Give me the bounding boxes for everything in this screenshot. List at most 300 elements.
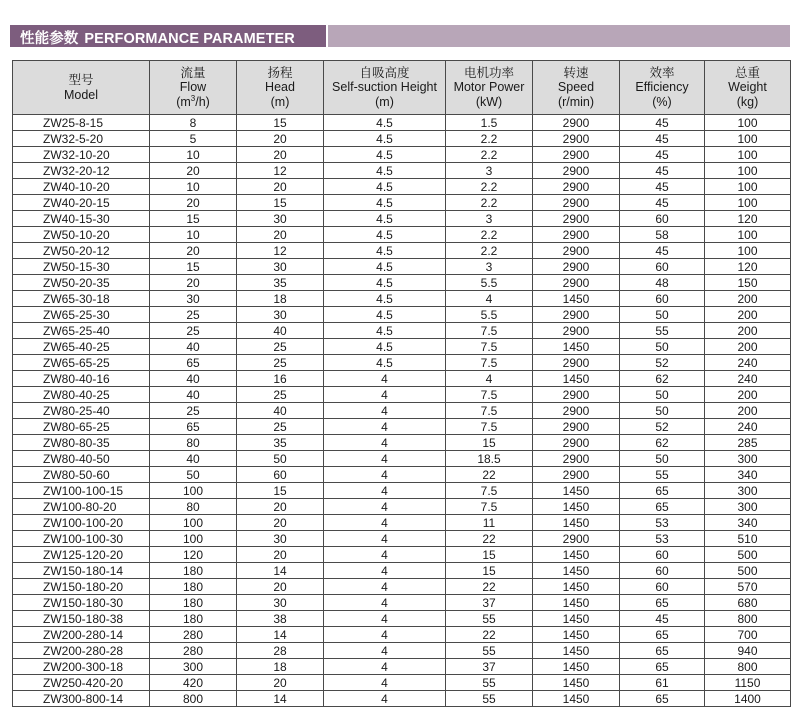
cell-flow: 10 <box>150 227 237 243</box>
cell-speed: 2900 <box>533 435 620 451</box>
cell-efficiency: 60 <box>620 291 705 307</box>
cell-efficiency: 65 <box>620 659 705 675</box>
cell-head: 50 <box>237 451 324 467</box>
cell-self-suction-height: 4.5 <box>324 131 446 147</box>
table-row <box>13 579 791 595</box>
table-row <box>13 451 791 467</box>
col-header-en: Self-suction Height <box>332 80 437 95</box>
cell-head: 30 <box>237 259 324 275</box>
table-row <box>13 387 791 403</box>
col-header-en: Head <box>265 80 295 95</box>
cell-speed: 2900 <box>533 195 620 211</box>
cell-speed: 2900 <box>533 179 620 195</box>
table-row <box>13 291 791 307</box>
table-row <box>13 691 791 707</box>
col-header-unit: (m) <box>375 94 394 109</box>
cell-model: ZW50-20-12 <box>13 243 150 259</box>
cell-self-suction-height: 4.5 <box>324 339 446 355</box>
cell-flow: 15 <box>150 259 237 275</box>
table-header-row <box>13 61 791 115</box>
col-header-en: Speed <box>557 80 595 95</box>
cell-motor-power: 7.5 <box>446 323 533 339</box>
cell-self-suction-height: 4 <box>324 595 446 611</box>
cell-flow: 100 <box>150 515 237 531</box>
cell-efficiency: 48 <box>620 275 705 291</box>
cell-motor-power: 7.5 <box>446 339 533 355</box>
cell-motor-power: 2.2 <box>446 227 533 243</box>
cell-motor-power: 2.2 <box>446 243 533 259</box>
cell-weight: 1400 <box>705 691 791 707</box>
table-row <box>13 227 791 243</box>
cell-motor-power: 7.5 <box>446 483 533 499</box>
cell-head: 15 <box>237 115 324 131</box>
table-row <box>13 403 791 419</box>
cell-self-suction-height: 4 <box>324 691 446 707</box>
col-header-unit: (r/min) <box>557 94 595 109</box>
col-header-efficiency <box>620 61 705 115</box>
performance-table <box>12 60 791 707</box>
col-header-motor-power <box>446 61 533 115</box>
cell-weight: 120 <box>705 211 791 227</box>
cell-head: 20 <box>237 499 324 515</box>
cell-model: ZW80-65-25 <box>13 419 150 435</box>
cell-self-suction-height: 4.5 <box>324 307 446 323</box>
cell-flow: 25 <box>150 307 237 323</box>
cell-self-suction-height: 4 <box>324 483 446 499</box>
col-header-en: Flow <box>179 80 207 95</box>
cell-flow: 40 <box>150 371 237 387</box>
col-header-en: Efficiency <box>635 80 689 95</box>
cell-self-suction-height: 4.5 <box>324 179 446 195</box>
cell-efficiency: 62 <box>620 435 705 451</box>
cell-speed: 2900 <box>533 131 620 147</box>
cell-head: 14 <box>237 691 324 707</box>
cell-model: ZW100-100-20 <box>13 515 150 531</box>
cell-weight: 100 <box>705 131 791 147</box>
cell-efficiency: 53 <box>620 531 705 547</box>
cell-self-suction-height: 4.5 <box>324 115 446 131</box>
cell-self-suction-height: 4.5 <box>324 163 446 179</box>
cell-model: ZW25-8-15 <box>13 115 150 131</box>
cell-motor-power: 5.5 <box>446 275 533 291</box>
cell-weight: 500 <box>705 563 791 579</box>
cell-speed: 2900 <box>533 115 620 131</box>
col-header-unit: (kg) <box>736 94 759 109</box>
cell-efficiency: 52 <box>620 419 705 435</box>
cell-flow: 80 <box>150 435 237 451</box>
cell-efficiency: 60 <box>620 259 705 275</box>
col-header-en: Motor Power <box>453 80 525 95</box>
col-header-cn: 流量 <box>180 65 206 80</box>
cell-speed: 2900 <box>533 531 620 547</box>
cell-head: 25 <box>237 419 324 435</box>
col-header-cn: 总重 <box>734 65 760 80</box>
cell-efficiency: 50 <box>620 387 705 403</box>
cell-model: ZW65-30-18 <box>13 291 150 307</box>
cell-speed: 1450 <box>533 627 620 643</box>
cell-self-suction-height: 4 <box>324 387 446 403</box>
cell-motor-power: 2.2 <box>446 147 533 163</box>
cell-weight: 150 <box>705 275 791 291</box>
cell-speed: 2900 <box>533 211 620 227</box>
cell-model: ZW40-10-20 <box>13 179 150 195</box>
cell-model: ZW80-50-60 <box>13 467 150 483</box>
cell-weight: 100 <box>705 115 791 131</box>
cell-model: ZW200-280-14 <box>13 627 150 643</box>
cell-head: 40 <box>237 403 324 419</box>
col-header-weight <box>705 61 791 115</box>
cell-model: ZW65-25-30 <box>13 307 150 323</box>
col-header-self-suction-height <box>324 61 446 115</box>
cell-speed: 2900 <box>533 467 620 483</box>
cell-efficiency: 55 <box>620 467 705 483</box>
col-header-unit: (%) <box>652 94 672 109</box>
cell-efficiency: 65 <box>620 595 705 611</box>
cell-head: 40 <box>237 323 324 339</box>
cell-flow: 10 <box>150 179 237 195</box>
cell-weight: 500 <box>705 547 791 563</box>
table-row <box>13 115 791 131</box>
cell-weight: 200 <box>705 323 791 339</box>
cell-model: ZW32-20-12 <box>13 163 150 179</box>
cell-flow: 20 <box>150 243 237 259</box>
table-row <box>13 339 791 355</box>
cell-model: ZW100-80-20 <box>13 499 150 515</box>
cell-speed: 1450 <box>533 499 620 515</box>
cell-flow: 800 <box>150 691 237 707</box>
cell-weight: 200 <box>705 339 791 355</box>
col-header-cn: 转速 <box>563 65 589 80</box>
cell-model: ZW300-800-14 <box>13 691 150 707</box>
table-row <box>13 323 791 339</box>
col-header-unit: (kW) <box>475 94 503 109</box>
cell-motor-power: 7.5 <box>446 355 533 371</box>
cell-motor-power: 2.2 <box>446 195 533 211</box>
table-row <box>13 259 791 275</box>
cell-weight: 340 <box>705 515 791 531</box>
cell-motor-power: 3 <box>446 163 533 179</box>
cell-motor-power: 55 <box>446 611 533 627</box>
cell-flow: 120 <box>150 547 237 563</box>
cell-head: 60 <box>237 467 324 483</box>
cell-model: ZW32-10-20 <box>13 147 150 163</box>
cell-model: ZW100-100-30 <box>13 531 150 547</box>
cell-speed: 1450 <box>533 563 620 579</box>
cell-flow: 65 <box>150 419 237 435</box>
col-header-speed <box>533 61 620 115</box>
cell-motor-power: 7.5 <box>446 499 533 515</box>
cell-head: 20 <box>237 227 324 243</box>
cell-efficiency: 65 <box>620 627 705 643</box>
cell-motor-power: 37 <box>446 659 533 675</box>
cell-weight: 120 <box>705 259 791 275</box>
cell-weight: 300 <box>705 451 791 467</box>
table-row <box>13 275 791 291</box>
cell-model: ZW150-180-14 <box>13 563 150 579</box>
cell-speed: 2900 <box>533 227 620 243</box>
cell-model: ZW80-80-35 <box>13 435 150 451</box>
cell-efficiency: 65 <box>620 483 705 499</box>
cell-weight: 100 <box>705 195 791 211</box>
cell-weight: 240 <box>705 355 791 371</box>
table-row <box>13 195 791 211</box>
cell-weight: 100 <box>705 227 791 243</box>
cell-model: ZW50-20-35 <box>13 275 150 291</box>
cell-motor-power: 2.2 <box>446 179 533 195</box>
cell-efficiency: 50 <box>620 403 705 419</box>
cell-efficiency: 62 <box>620 371 705 387</box>
cell-self-suction-height: 4 <box>324 435 446 451</box>
cell-head: 18 <box>237 659 324 675</box>
cell-speed: 1450 <box>533 691 620 707</box>
cell-self-suction-height: 4 <box>324 579 446 595</box>
cell-speed: 1450 <box>533 595 620 611</box>
cell-weight: 570 <box>705 579 791 595</box>
cell-self-suction-height: 4.5 <box>324 227 446 243</box>
cell-speed: 2900 <box>533 275 620 291</box>
cell-head: 30 <box>237 531 324 547</box>
cell-motor-power: 22 <box>446 627 533 643</box>
cell-efficiency: 45 <box>620 131 705 147</box>
cell-head: 20 <box>237 515 324 531</box>
section-title <box>20 27 295 48</box>
cell-head: 20 <box>237 147 324 163</box>
cell-self-suction-height: 4 <box>324 627 446 643</box>
cell-weight: 200 <box>705 307 791 323</box>
col-header-cn: 型号 <box>68 73 94 87</box>
cell-speed: 1450 <box>533 659 620 675</box>
table-row <box>13 563 791 579</box>
cell-speed: 2900 <box>533 259 620 275</box>
table-row <box>13 467 791 483</box>
cell-head: 15 <box>237 195 324 211</box>
cell-motor-power: 11 <box>446 515 533 531</box>
cell-motor-power: 1.5 <box>446 115 533 131</box>
cell-efficiency: 60 <box>620 579 705 595</box>
table-row <box>13 211 791 227</box>
cell-efficiency: 45 <box>620 195 705 211</box>
cell-weight: 300 <box>705 483 791 499</box>
cell-motor-power: 4 <box>446 371 533 387</box>
cell-model: ZW100-100-15 <box>13 483 150 499</box>
cell-efficiency: 60 <box>620 547 705 563</box>
cell-flow: 50 <box>150 467 237 483</box>
cell-head: 14 <box>237 627 324 643</box>
cell-efficiency: 45 <box>620 243 705 259</box>
cell-self-suction-height: 4 <box>324 515 446 531</box>
cell-weight: 200 <box>705 403 791 419</box>
cell-head: 30 <box>237 211 324 227</box>
cell-flow: 180 <box>150 563 237 579</box>
cell-motor-power: 22 <box>446 579 533 595</box>
cell-self-suction-height: 4 <box>324 675 446 691</box>
cell-flow: 180 <box>150 595 237 611</box>
cell-speed: 2900 <box>533 419 620 435</box>
cell-motor-power: 3 <box>446 259 533 275</box>
cell-motor-power: 18.5 <box>446 451 533 467</box>
cell-flow: 40 <box>150 387 237 403</box>
cell-flow: 100 <box>150 531 237 547</box>
cell-flow: 25 <box>150 323 237 339</box>
cell-weight: 1150 <box>705 675 791 691</box>
cell-weight: 800 <box>705 659 791 675</box>
cell-self-suction-height: 4.5 <box>324 211 446 227</box>
col-header-unit: $(m^3/h)$ <box>176 93 210 109</box>
cell-flow: 5 <box>150 131 237 147</box>
cell-motor-power: 7.5 <box>446 387 533 403</box>
col-header-head <box>237 61 324 115</box>
cell-weight: 100 <box>705 147 791 163</box>
table-row <box>13 499 791 515</box>
cell-speed: 1450 <box>533 643 620 659</box>
cell-speed: 2900 <box>533 403 620 419</box>
cell-flow: 65 <box>150 355 237 371</box>
table-row <box>13 307 791 323</box>
section-title-en: PERFORMANCE PARAMETER <box>84 31 295 47</box>
cell-self-suction-height: 4.5 <box>324 259 446 275</box>
cell-motor-power: 55 <box>446 691 533 707</box>
cell-motor-power: 4 <box>446 291 533 307</box>
cell-self-suction-height: 4.5 <box>324 243 446 259</box>
cell-self-suction-height: 4 <box>324 451 446 467</box>
cell-motor-power: 7.5 <box>446 419 533 435</box>
cell-efficiency: 65 <box>620 691 705 707</box>
cell-flow: 420 <box>150 675 237 691</box>
cell-motor-power: 15 <box>446 547 533 563</box>
cell-speed: 2900 <box>533 147 620 163</box>
cell-self-suction-height: 4 <box>324 611 446 627</box>
cell-flow: 8 <box>150 115 237 131</box>
cell-flow: 40 <box>150 451 237 467</box>
table-row <box>13 371 791 387</box>
cell-efficiency: 45 <box>620 611 705 627</box>
cell-head: 35 <box>237 435 324 451</box>
cell-head: 38 <box>237 611 324 627</box>
cell-head: 30 <box>237 595 324 611</box>
cell-head: 12 <box>237 243 324 259</box>
cell-efficiency: 65 <box>620 643 705 659</box>
cell-model: ZW250-420-20 <box>13 675 150 691</box>
cell-motor-power: 3 <box>446 211 533 227</box>
table-row <box>13 547 791 563</box>
cell-self-suction-height: 4.5 <box>324 323 446 339</box>
cell-weight: 100 <box>705 179 791 195</box>
table-row <box>13 147 791 163</box>
cell-efficiency: 50 <box>620 307 705 323</box>
cell-speed: 1450 <box>533 291 620 307</box>
cell-model: ZW80-40-50 <box>13 451 150 467</box>
cell-efficiency: 53 <box>620 515 705 531</box>
cell-flow: 180 <box>150 579 237 595</box>
cell-head: 20 <box>237 675 324 691</box>
cell-weight: 240 <box>705 419 791 435</box>
cell-flow: 80 <box>150 499 237 515</box>
table-row <box>13 355 791 371</box>
cell-speed: 1450 <box>533 515 620 531</box>
cell-speed: 2900 <box>533 387 620 403</box>
cell-motor-power: 22 <box>446 531 533 547</box>
cell-efficiency: 50 <box>620 339 705 355</box>
cell-motor-power: 15 <box>446 435 533 451</box>
cell-flow: 15 <box>150 211 237 227</box>
cell-weight: 340 <box>705 467 791 483</box>
cell-efficiency: 50 <box>620 451 705 467</box>
cell-head: 35 <box>237 275 324 291</box>
cell-speed: 1450 <box>533 371 620 387</box>
cell-self-suction-height: 4 <box>324 467 446 483</box>
cell-head: 20 <box>237 579 324 595</box>
cell-model: ZW150-180-38 <box>13 611 150 627</box>
cell-model: ZW80-40-25 <box>13 387 150 403</box>
cell-model: ZW80-40-16 <box>13 371 150 387</box>
cell-head: 25 <box>237 339 324 355</box>
cell-efficiency: 58 <box>620 227 705 243</box>
cell-model: ZW80-25-40 <box>13 403 150 419</box>
table-row <box>13 515 791 531</box>
table-row <box>13 531 791 547</box>
cell-self-suction-height: 4.5 <box>324 291 446 307</box>
cell-weight: 100 <box>705 163 791 179</box>
col-header-cn: 效率 <box>649 65 675 80</box>
cell-efficiency: 45 <box>620 147 705 163</box>
cell-motor-power: 2.2 <box>446 131 533 147</box>
col-header-en: Weight <box>728 80 767 95</box>
table-row <box>13 243 791 259</box>
cell-motor-power: 5.5 <box>446 307 533 323</box>
table-row <box>13 419 791 435</box>
cell-head: 30 <box>237 307 324 323</box>
cell-speed: 2900 <box>533 355 620 371</box>
cell-self-suction-height: 4 <box>324 371 446 387</box>
cell-model: ZW40-15-30 <box>13 211 150 227</box>
cell-speed: 1450 <box>533 675 620 691</box>
cell-flow: 180 <box>150 611 237 627</box>
col-header-cn: 扬程 <box>267 65 293 80</box>
cell-head: 20 <box>237 547 324 563</box>
cell-head: 25 <box>237 355 324 371</box>
cell-self-suction-height: 4 <box>324 419 446 435</box>
cell-model: ZW200-280-28 <box>13 643 150 659</box>
cell-motor-power: 55 <box>446 643 533 659</box>
cell-head: 28 <box>237 643 324 659</box>
cell-self-suction-height: 4 <box>324 531 446 547</box>
table-row <box>13 675 791 691</box>
cell-self-suction-height: 4 <box>324 643 446 659</box>
cell-weight: 700 <box>705 627 791 643</box>
cell-weight: 800 <box>705 611 791 627</box>
cell-speed: 2900 <box>533 323 620 339</box>
cell-weight: 680 <box>705 595 791 611</box>
cell-model: ZW65-40-25 <box>13 339 150 355</box>
cell-efficiency: 45 <box>620 179 705 195</box>
cell-efficiency: 65 <box>620 499 705 515</box>
table-row <box>13 627 791 643</box>
cell-motor-power: 55 <box>446 675 533 691</box>
cell-model: ZW125-120-20 <box>13 547 150 563</box>
cell-head: 16 <box>237 371 324 387</box>
table-row <box>13 131 791 147</box>
cell-weight: 200 <box>705 387 791 403</box>
cell-weight: 100 <box>705 243 791 259</box>
cell-flow: 100 <box>150 483 237 499</box>
cell-self-suction-height: 4.5 <box>324 195 446 211</box>
cell-speed: 1450 <box>533 483 620 499</box>
cell-efficiency: 45 <box>620 115 705 131</box>
cell-flow: 30 <box>150 291 237 307</box>
cell-weight: 300 <box>705 499 791 515</box>
table-row <box>13 659 791 675</box>
col-header-model <box>13 61 150 115</box>
